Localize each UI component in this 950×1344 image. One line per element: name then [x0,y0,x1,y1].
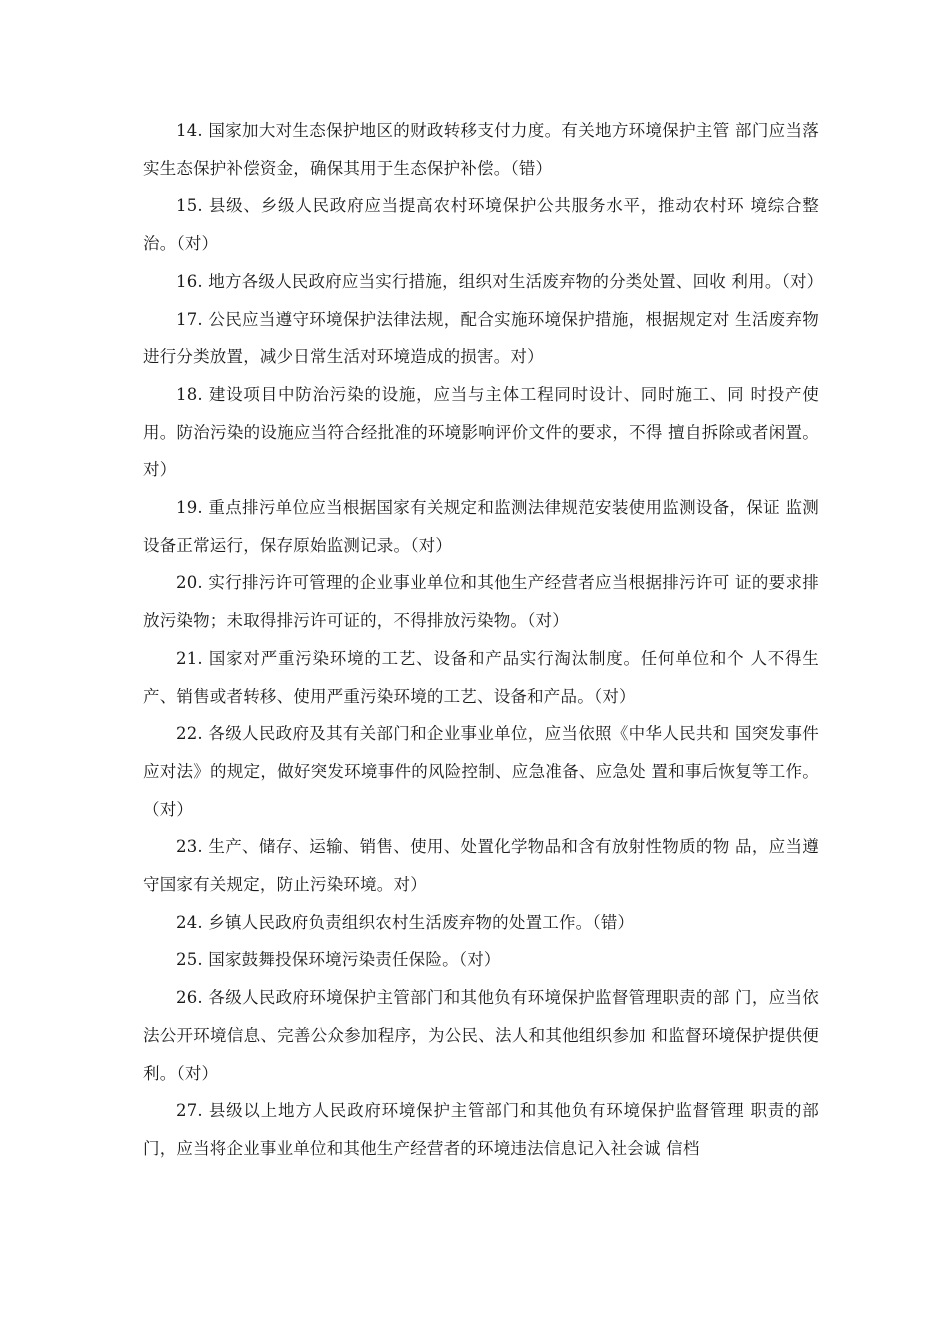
question-item-22: 22. 各级人民政府及其有关部门和企业事业单位，应当依照《中华人民共和 国突发事件应对法》的规定，做好突发环境事件的风险控制、应急准备、应急处 置和事后恢复等工作。（对） [143,724,819,819]
question-item-18: 18. 建设项目中防治污染的设施，应当与主体工程同时设计、同时施工、同 时投产使用。防治污染的设施应当符合经批准的环境影响评价文件的要求，不得 擅自拆除或者闲置。对） [143,384,819,480]
question-item-26: 26. 各级人民政府环境保护主管部门和其他负有环境保护监督管理职责的部 门，应当依法公开环境信息、完善公众参加程序，为公民、法人和其他组织参加 和监督环境保护提供便利。（对） [143,988,819,1083]
question-item-17: 17. 公民应当遵守环境保护法律法规，配合实施环境保护措施，根据规定对 生活废弃物进行分类放置，减少日常生活对环境造成的损害。对） [143,309,819,367]
question-item-15: 15. 县级、乡级人民政府应当提高农村环境保护公共服务水平，推动农村环 境综合整治。（对） [143,196,819,254]
question-item-25: 25. 国家鼓舞投保环境污染责任保险。（对） [176,950,501,970]
question-list [143,112,824,1168]
question-item-19: 19. 重点排污单位应当根据国家有关规定和监测法律规范安装使用监测设备，保证 监测设备正常运行，保存原始监测记录。（对） [143,498,819,555]
question-item-24: 24. 乡镇人民政府负责组织农村生活废弃物的处置工作。（错） [176,912,635,932]
question-item-21: 21. 国家对严重污染环境的工艺、设备和产品实行淘汰制度。任何单位和个 人不得生产、销售或者转移、使用严重污染环境的工艺、设备和产品。（对） [143,648,819,706]
question-item-23: 23. 生产、储存、运输、销售、使用、处置化学物品和含有放射性物质的物 品，应当遵守国家有关规定，防止污染环境。对） [143,837,819,895]
question-item-16: 16. 地方各级人民政府应当实行措施，组织对生活废弃物的分类处置、回收 利用。（对） [176,271,824,291]
question-item-27: 27. 县级以上地方人民政府环境保护主管部门和其他负有环境保护监督管理 职责的部门，应当将企业事业单位和其他生产经营者的环境违法信息记入社会诚 信档 [143,1101,819,1158]
question-item-14: 14. 国家加大对生态保护地区的财政转移支付力度。有关地方环境保护主管 部门应当落实生态保护补偿资金，确保其用于生态保护补偿。（错） [143,121,819,178]
question-item-20: 20. 实行排污许可管理的企业事业单位和其他生产经营者应当根据排污许可 证的要求排放污染物；未取得排污许可证的，不得排放污染物。（对） [143,573,819,631]
